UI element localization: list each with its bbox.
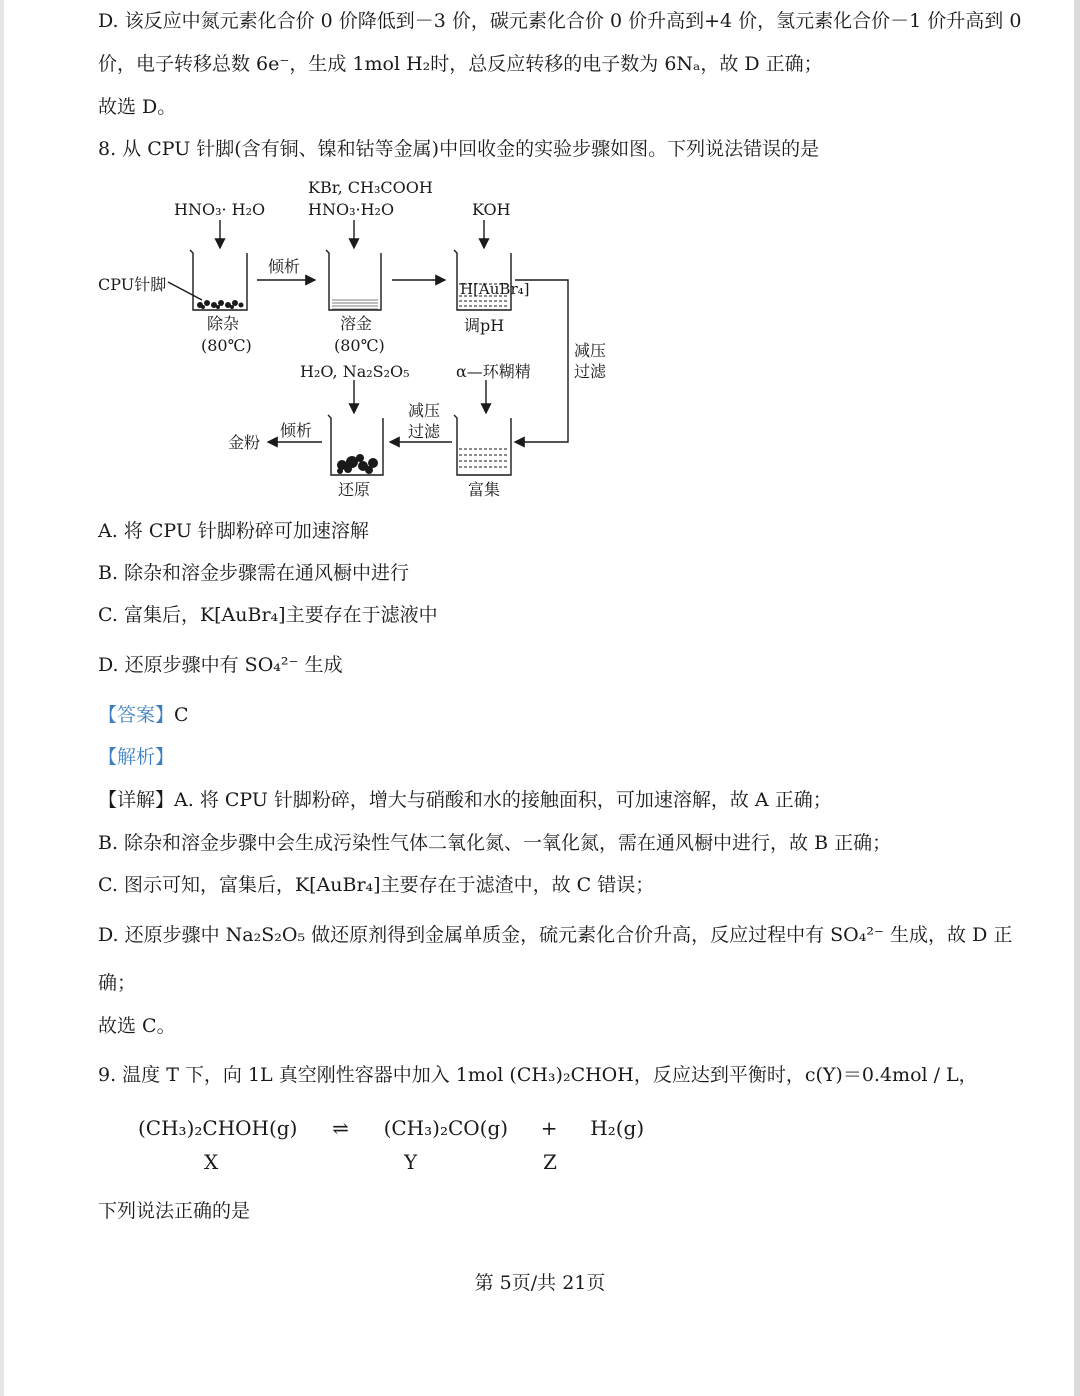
eq-product-z: H₂(g) [590,1116,645,1140]
answer-value: C [174,704,189,726]
option-b: B. 除杂和溶金步骤需在通风橱中进行 [98,562,410,584]
step-enrich: 富集 [468,480,501,499]
input-cpu-pins: CPU针脚 [98,275,167,294]
page-number: 第 5页/共 21页 [474,1272,606,1294]
detail-line: B. 除杂和溶金步骤中会生成污染性气体二氧化氮、一氧化氮，需在通风橱中进行，故 B 正确； [98,832,892,854]
eq-arrow: ⇌ [332,1116,349,1140]
eq-product-y: (CH₃)₂CO(g) [383,1116,509,1140]
analysis-tag: 【解析】 [98,746,175,768]
eq-reactant: (CH₃)₂CHOH(g) [138,1116,298,1140]
question-8-stem: 8. 从 CPU 针脚(含有铜、镍和钴等金属)中回收金的实验步骤如图。下列说法错误的是 [98,138,820,160]
option-a: A. 将 CPU 针脚粉碎可加速溶解 [98,520,369,542]
reagent-kbr-acetic: KBr, CH₃COOH [308,178,433,197]
prev-answer-choice: 故选 D。 [98,96,177,118]
step-temp: (80℃) [334,336,385,355]
step-adjust-ph: 调pH [464,316,505,335]
complex-label: H[AuBr₄] [460,280,530,298]
decant-label: 倾析 [268,257,301,276]
beaker-dissolve-gold [326,250,381,310]
reagent-water-metabisulfite: H₂O, Na₂S₂O₅ [300,362,410,381]
question-9-prompt: 下列说法正确的是 [98,1200,251,1222]
vacuum-filter-label: 过滤 [574,362,607,381]
answer-row [98,702,189,728]
page-edge-right [1074,0,1080,1396]
step-reduce: 还原 [338,480,371,499]
answer-tag: 【答案】 [98,704,175,726]
question-9-stem: 9. 温度 T 下，向 1L 真空刚性容器中加入 1mol (CH₃)₂CHOH，反应达到平衡时，c(Y)＝0.4mol / L， [98,1064,978,1086]
detail-line: C. 图示可知，富集后，K[AuBr₄]主要存在于滤渣中，故 C 错误； [98,874,655,896]
decant-label: 倾析 [280,421,313,440]
beaker-enrich [454,415,511,475]
species-label-y: Y [404,1150,418,1174]
equilibrium-equation [138,1116,644,1140]
detail-row [98,787,832,813]
step-temp: (80℃) [201,336,252,355]
eq-plus: + [540,1116,558,1140]
detail-tag: 【详解】 [98,789,175,811]
option-d: D. 还原步骤中有 SO₄²⁻ 生成 [98,654,343,676]
reagent-hno3-h2o-2: HNO₃·H₂O [308,200,395,219]
prev-answer-line: D. 该反应中氮元素化合价 0 价降低到－3 价，碳元素化合价 0 价升高到+4 价，氢元素化合价－1 价升高到 0 [98,10,1022,32]
product-gold-powder: 金粉 [228,433,261,452]
detail-line: 确； [98,972,137,994]
detail-choice: 故选 C。 [98,1015,176,1037]
page-edge-left [0,0,4,1396]
option-c: C. 富集后，K[AuBr₄]主要存在于滤液中 [98,604,438,626]
vacuum-filter-label: 减压 [408,401,441,420]
prev-answer-line: 价，电子转移总数 6e⁻，生成 1mol H₂时，总反应转移的电子数为 6Nₐ，故 D 正确； [98,53,823,75]
reagent-hno3-h2o: HNO₃· H₂O [174,200,266,219]
species-label-x: X [204,1150,219,1174]
step-remove-impurity: 除杂 [207,314,240,333]
vacuum-filter-label: 过滤 [408,422,441,441]
beaker-remove-impurity [190,250,247,310]
detail-line: A. 将 CPU 针脚粉碎，增大与硝酸和水的接触面积，可加速溶解，故 A 正确； [174,789,832,811]
detail-line: D. 还原步骤中 Na₂S₂O₅ 做还原剂得到金属单质金，硫元素化合价升高，反应过程中有 SO₄²⁻ 生成，故 D 正 [98,924,1013,946]
step-dissolve-gold: 溶金 [340,314,373,333]
reagent-cyclodextrin: α—环糊精 [456,362,531,381]
species-label-z: Z [543,1150,557,1174]
reagent-koh: KOH [472,200,511,219]
vacuum-filter-label: 减压 [574,341,607,360]
gold-recovery-flowchart [90,170,630,505]
